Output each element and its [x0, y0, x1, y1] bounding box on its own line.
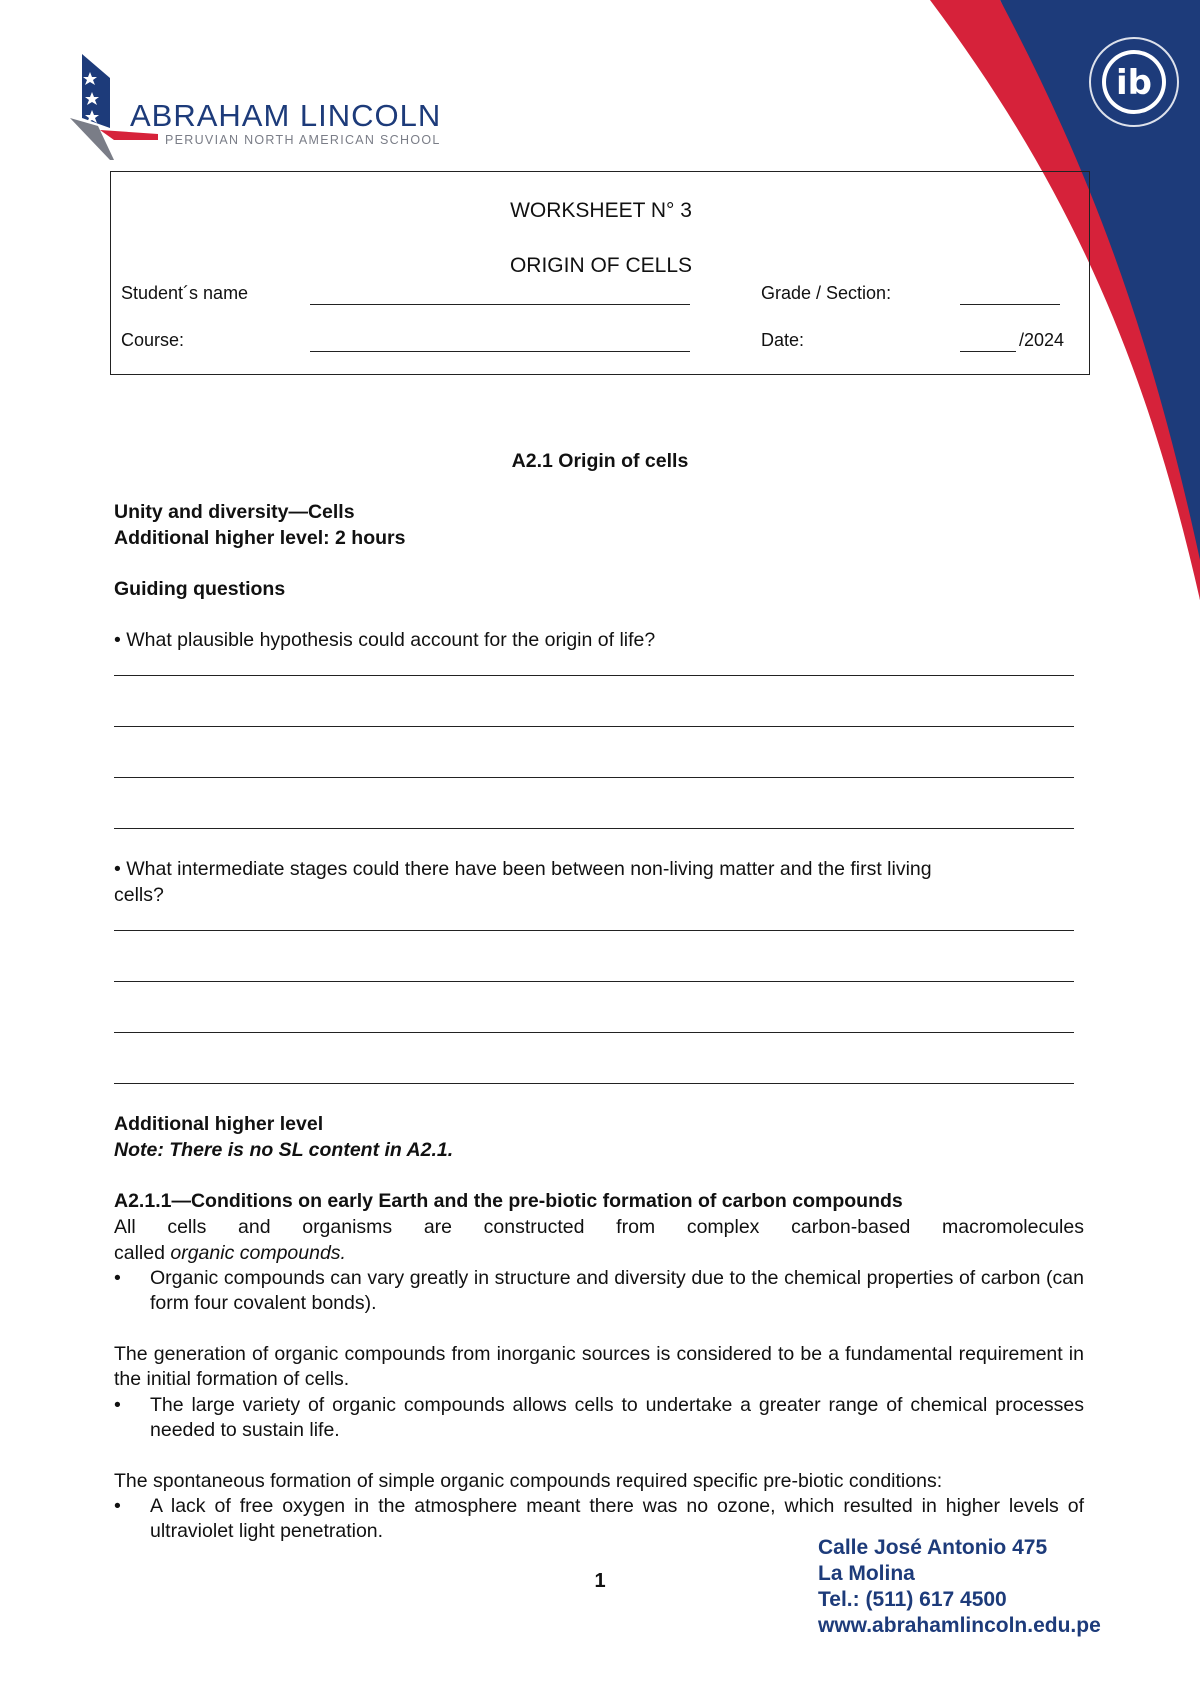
answer-line[interactable] [114, 981, 1074, 982]
bullet-icon: • [114, 1267, 121, 1289]
worksheet-info-box [110, 171, 1090, 375]
ib-logo-icon [1086, 34, 1182, 130]
bullet-text: The large variety of organic compounds allows cells to undertake a greater range of chemical processes needed to sustain life. [150, 1394, 1084, 1441]
answer-line[interactable] [114, 777, 1074, 778]
answer-line[interactable] [114, 675, 1074, 676]
school-subtitle: PERUVIAN NORTH AMERICAN SCHOOL [165, 133, 441, 147]
answer-line[interactable] [114, 726, 1074, 727]
answer-line[interactable] [114, 1032, 1074, 1033]
course-label: Course: [121, 330, 185, 350]
paragraph-3: The spontaneous formation of simple organic compounds required specific pre-biotic conditions: [114, 1470, 943, 1492]
organic-compounds-term: organic compounds. [170, 1242, 346, 1264]
date-field[interactable] [960, 351, 1016, 352]
student-name-label: Student´s name [121, 283, 249, 303]
bullet-item-1 [114, 1266, 1084, 1316]
ahl-hours-line: Additional higher level: 2 hours [114, 527, 406, 549]
bullet-text: A lack of free oxygen in the atmosphere meant there was no ozone, which resulted in higher levels of ultraviolet light penetration. [150, 1495, 1084, 1542]
guiding-question-2: • What intermediate stages could there have been between non-living matter and the first living [114, 858, 932, 880]
svg-text:ib: ib [1116, 63, 1152, 103]
bullet-icon: • [114, 1495, 121, 1517]
guiding-question-2-cont: cells? [114, 884, 164, 906]
worksheet-title: WORKSHEET N° 3 [510, 199, 692, 222]
date-year: /2024 [1019, 330, 1065, 350]
footer-address-line-1: Calle José Antonio 475 [818, 1536, 1048, 1559]
ahl-heading: Additional higher level [114, 1113, 324, 1135]
date-label: Date: [761, 330, 805, 350]
section-title: A2.1 Origin of cells [511, 450, 689, 472]
bullet-text: Organic compounds can vary greatly in structure and diversity due to the chemical properties of carbon (can form four covalent bonds). [150, 1267, 1084, 1314]
answer-line[interactable] [114, 1083, 1074, 1084]
paragraph-1-line-1: All cells and organisms are constructed from complex carbon-based macromolecules [114, 1216, 1084, 1238]
grade-section-label: Grade / Section: [761, 283, 892, 303]
paragraph-1-text: called [114, 1242, 171, 1264]
unity-diversity-line: Unity and diversity—Cells [114, 501, 355, 523]
bullet-icon: • [114, 1394, 121, 1416]
course-field[interactable] [310, 351, 690, 352]
bullet-item-2 [114, 1393, 1084, 1443]
grade-section-field[interactable] [960, 304, 1060, 305]
worksheet-topic: ORIGIN OF CELLS [509, 254, 693, 277]
subsection-title: A2.1.1—Conditions on early Earth and the pre-biotic formation of carbon compounds [114, 1190, 903, 1212]
page-number: 1 [594, 1570, 606, 1592]
sl-note: Note: There is no SL content in A2.1. [114, 1139, 454, 1161]
school-name: ABRAHAM LINCOLN [130, 98, 442, 133]
paragraph-1-line-2 [114, 1241, 346, 1266]
answer-line[interactable] [114, 930, 1074, 931]
student-name-field[interactable] [310, 304, 690, 305]
paragraph-2: The generation of organic compounds from inorganic sources is considered to be a fundamental requirement in the initial formation of cells. [114, 1343, 1084, 1390]
answer-line[interactable] [114, 828, 1074, 829]
footer-address-line-2: La Molina [818, 1562, 915, 1585]
footer-phone: Tel.: (511) 617 4500 [818, 1588, 1007, 1611]
guiding-question-1: • What plausible hypothesis could account for the origin of life? [114, 629, 656, 651]
guiding-questions-heading: Guiding questions [114, 578, 286, 600]
footer-website[interactable]: www.abrahamlincoln.edu.pe [818, 1614, 1101, 1637]
